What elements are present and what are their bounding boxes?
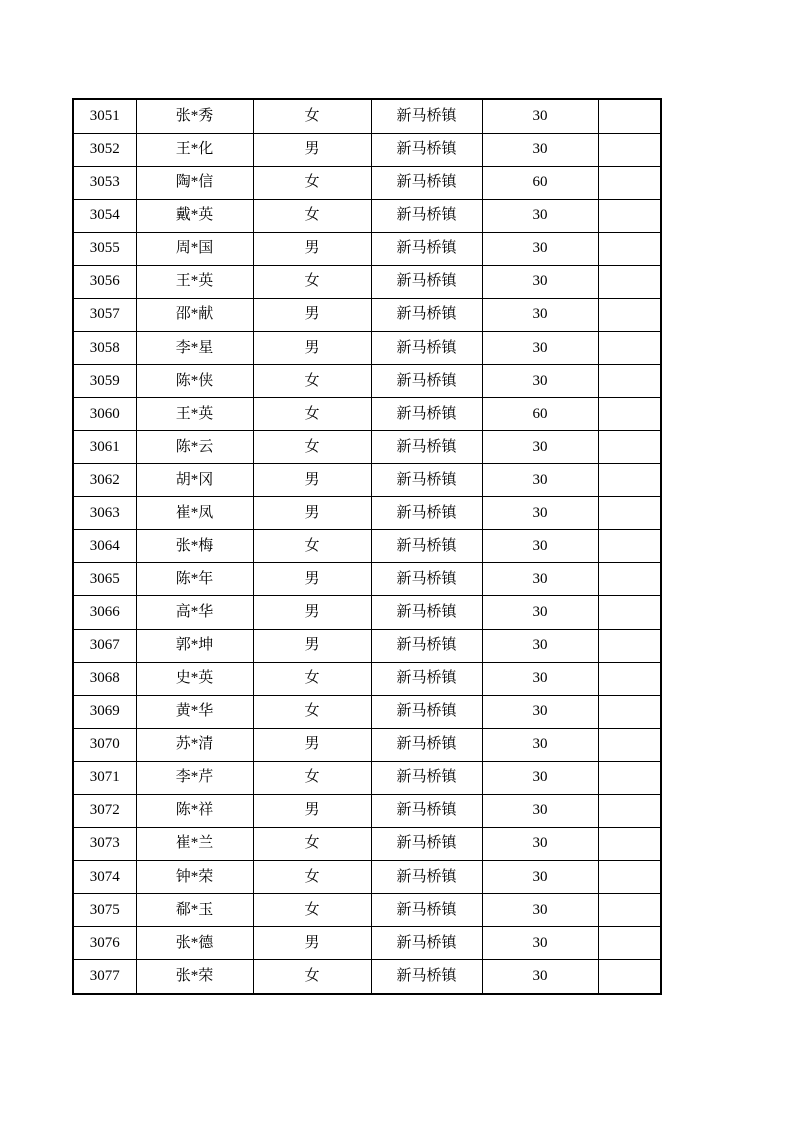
- cell-town: 新马桥镇: [371, 563, 482, 596]
- cell-town: 新马桥镇: [371, 728, 482, 761]
- table-row: [73, 464, 661, 497]
- cell-name: 王*英: [136, 265, 253, 298]
- cell-town: 新马桥镇: [371, 431, 482, 464]
- table-row: [73, 99, 661, 133]
- cell-amount: 30: [482, 596, 598, 629]
- cell-serial: 3063: [73, 497, 136, 530]
- cell-name: 王*英: [136, 398, 253, 431]
- cell-serial: 3066: [73, 596, 136, 629]
- cell-note: [598, 166, 661, 199]
- table-row: [73, 298, 661, 331]
- cell-amount: 30: [482, 199, 598, 232]
- cell-gender: 女: [253, 761, 371, 794]
- cell-town: 新马桥镇: [371, 530, 482, 563]
- cell-serial: 3056: [73, 265, 136, 298]
- cell-note: [598, 596, 661, 629]
- cell-name: 高*华: [136, 596, 253, 629]
- table-row: [73, 530, 661, 563]
- table-row: [73, 629, 661, 662]
- table-row: [73, 794, 661, 827]
- cell-town: 新马桥镇: [371, 894, 482, 927]
- cell-note: [598, 827, 661, 860]
- cell-gender: 男: [253, 133, 371, 166]
- cell-note: [598, 563, 661, 596]
- cell-gender: 女: [253, 199, 371, 232]
- table-row: [73, 232, 661, 265]
- cell-amount: 30: [482, 265, 598, 298]
- beneficiary-table: [72, 98, 662, 995]
- cell-name: 史*英: [136, 662, 253, 695]
- cell-name: 陈*侠: [136, 365, 253, 398]
- table-row: [73, 431, 661, 464]
- cell-name: 张*德: [136, 927, 253, 960]
- cell-amount: 30: [482, 563, 598, 596]
- cell-amount: 30: [482, 728, 598, 761]
- cell-name: 张*秀: [136, 99, 253, 133]
- table-row: [73, 365, 661, 398]
- table-row: [73, 133, 661, 166]
- cell-serial: 3064: [73, 530, 136, 563]
- cell-amount: 60: [482, 398, 598, 431]
- table-row: [73, 695, 661, 728]
- cell-gender: 女: [253, 662, 371, 695]
- table-row: [73, 662, 661, 695]
- table-row: [73, 166, 661, 199]
- table-row: [73, 497, 661, 530]
- cell-name: 张*梅: [136, 530, 253, 563]
- cell-amount: 30: [482, 331, 598, 364]
- cell-amount: 30: [482, 960, 598, 994]
- cell-town: 新马桥镇: [371, 761, 482, 794]
- cell-gender: 男: [253, 629, 371, 662]
- cell-name: 李*芹: [136, 761, 253, 794]
- cell-note: [598, 761, 661, 794]
- cell-amount: 30: [482, 431, 598, 464]
- cell-gender: 男: [253, 596, 371, 629]
- cell-name: 陈*祥: [136, 794, 253, 827]
- cell-note: [598, 365, 661, 398]
- cell-town: 新马桥镇: [371, 860, 482, 893]
- cell-note: [598, 497, 661, 530]
- cell-amount: 30: [482, 927, 598, 960]
- cell-serial: 3058: [73, 331, 136, 364]
- cell-note: [598, 629, 661, 662]
- cell-serial: 3070: [73, 728, 136, 761]
- cell-name: 戴*英: [136, 199, 253, 232]
- cell-gender: 女: [253, 860, 371, 893]
- cell-town: 新马桥镇: [371, 199, 482, 232]
- cell-gender: 男: [253, 563, 371, 596]
- cell-name: 黄*华: [136, 695, 253, 728]
- cell-note: [598, 530, 661, 563]
- cell-note: [598, 860, 661, 893]
- cell-note: [598, 894, 661, 927]
- cell-town: 新马桥镇: [371, 497, 482, 530]
- table-body: [73, 99, 661, 994]
- cell-amount: 30: [482, 662, 598, 695]
- cell-note: [598, 662, 661, 695]
- cell-serial: 3065: [73, 563, 136, 596]
- cell-town: 新马桥镇: [371, 927, 482, 960]
- cell-note: [598, 464, 661, 497]
- cell-note: [598, 199, 661, 232]
- cell-town: 新马桥镇: [371, 298, 482, 331]
- cell-amount: 30: [482, 894, 598, 927]
- cell-gender: 女: [253, 99, 371, 133]
- cell-town: 新马桥镇: [371, 827, 482, 860]
- cell-serial: 3072: [73, 794, 136, 827]
- cell-gender: 女: [253, 365, 371, 398]
- cell-note: [598, 960, 661, 994]
- cell-town: 新马桥镇: [371, 629, 482, 662]
- cell-serial: 3071: [73, 761, 136, 794]
- cell-serial: 3054: [73, 199, 136, 232]
- cell-town: 新马桥镇: [371, 960, 482, 994]
- cell-gender: 男: [253, 298, 371, 331]
- cell-serial: 3067: [73, 629, 136, 662]
- cell-gender: 女: [253, 827, 371, 860]
- cell-town: 新马桥镇: [371, 133, 482, 166]
- cell-gender: 女: [253, 894, 371, 927]
- cell-name: 李*星: [136, 331, 253, 364]
- cell-town: 新马桥镇: [371, 99, 482, 133]
- cell-serial: 3061: [73, 431, 136, 464]
- cell-name: 钟*荣: [136, 860, 253, 893]
- table-row: [73, 265, 661, 298]
- cell-town: 新马桥镇: [371, 365, 482, 398]
- cell-name: 邵*献: [136, 298, 253, 331]
- cell-name: 陈*云: [136, 431, 253, 464]
- cell-note: [598, 794, 661, 827]
- cell-town: 新马桥镇: [371, 331, 482, 364]
- cell-note: [598, 398, 661, 431]
- cell-serial: 3075: [73, 894, 136, 927]
- cell-name: 周*国: [136, 232, 253, 265]
- cell-amount: 30: [482, 827, 598, 860]
- cell-gender: 男: [253, 794, 371, 827]
- cell-amount: 60: [482, 166, 598, 199]
- cell-name: 郗*玉: [136, 894, 253, 927]
- cell-note: [598, 232, 661, 265]
- cell-town: 新马桥镇: [371, 232, 482, 265]
- cell-note: [598, 927, 661, 960]
- cell-note: [598, 99, 661, 133]
- cell-note: [598, 695, 661, 728]
- cell-amount: 30: [482, 860, 598, 893]
- cell-gender: 女: [253, 265, 371, 298]
- cell-serial: 3077: [73, 960, 136, 994]
- cell-serial: 3053: [73, 166, 136, 199]
- cell-town: 新马桥镇: [371, 265, 482, 298]
- table-row: [73, 894, 661, 927]
- cell-gender: 女: [253, 960, 371, 994]
- cell-name: 胡*冈: [136, 464, 253, 497]
- cell-amount: 30: [482, 695, 598, 728]
- table-row: [73, 860, 661, 893]
- cell-serial: 3059: [73, 365, 136, 398]
- cell-town: 新马桥镇: [371, 596, 482, 629]
- cell-note: [598, 331, 661, 364]
- cell-amount: 30: [482, 761, 598, 794]
- cell-gender: 女: [253, 166, 371, 199]
- cell-gender: 女: [253, 530, 371, 563]
- cell-gender: 男: [253, 232, 371, 265]
- cell-amount: 30: [482, 464, 598, 497]
- cell-note: [598, 431, 661, 464]
- cell-serial: 3068: [73, 662, 136, 695]
- table-row: [73, 927, 661, 960]
- cell-gender: 女: [253, 431, 371, 464]
- cell-amount: 30: [482, 99, 598, 133]
- cell-serial: 3052: [73, 133, 136, 166]
- cell-gender: 男: [253, 331, 371, 364]
- cell-name: 苏*清: [136, 728, 253, 761]
- cell-serial: 3051: [73, 99, 136, 133]
- cell-serial: 3074: [73, 860, 136, 893]
- cell-gender: 女: [253, 695, 371, 728]
- table-row: [73, 827, 661, 860]
- table-row: [73, 728, 661, 761]
- cell-note: [598, 133, 661, 166]
- cell-town: 新马桥镇: [371, 662, 482, 695]
- cell-amount: 30: [482, 133, 598, 166]
- table-row: [73, 563, 661, 596]
- cell-serial: 3055: [73, 232, 136, 265]
- cell-name: 王*化: [136, 133, 253, 166]
- table-row: [73, 596, 661, 629]
- cell-town: 新马桥镇: [371, 464, 482, 497]
- cell-name: 郭*坤: [136, 629, 253, 662]
- cell-note: [598, 298, 661, 331]
- table-row: [73, 761, 661, 794]
- cell-gender: 男: [253, 464, 371, 497]
- cell-serial: 3073: [73, 827, 136, 860]
- cell-serial: 3069: [73, 695, 136, 728]
- cell-name: 陶*信: [136, 166, 253, 199]
- cell-town: 新马桥镇: [371, 166, 482, 199]
- cell-gender: 男: [253, 497, 371, 530]
- cell-amount: 30: [482, 497, 598, 530]
- cell-town: 新马桥镇: [371, 794, 482, 827]
- cell-name: 崔*凤: [136, 497, 253, 530]
- cell-amount: 30: [482, 365, 598, 398]
- cell-amount: 30: [482, 232, 598, 265]
- cell-name: 崔*兰: [136, 827, 253, 860]
- cell-serial: 3057: [73, 298, 136, 331]
- cell-name: 张*荣: [136, 960, 253, 994]
- cell-gender: 男: [253, 927, 371, 960]
- cell-serial: 3076: [73, 927, 136, 960]
- cell-amount: 30: [482, 298, 598, 331]
- cell-gender: 女: [253, 398, 371, 431]
- table-row: [73, 199, 661, 232]
- cell-town: 新马桥镇: [371, 398, 482, 431]
- table-row: [73, 960, 661, 994]
- cell-note: [598, 265, 661, 298]
- table-row: [73, 398, 661, 431]
- cell-name: 陈*年: [136, 563, 253, 596]
- cell-note: [598, 728, 661, 761]
- cell-amount: 30: [482, 794, 598, 827]
- cell-serial: 3060: [73, 398, 136, 431]
- cell-amount: 30: [482, 629, 598, 662]
- cell-amount: 30: [482, 530, 598, 563]
- cell-gender: 男: [253, 728, 371, 761]
- cell-town: 新马桥镇: [371, 695, 482, 728]
- cell-serial: 3062: [73, 464, 136, 497]
- table-row: [73, 331, 661, 364]
